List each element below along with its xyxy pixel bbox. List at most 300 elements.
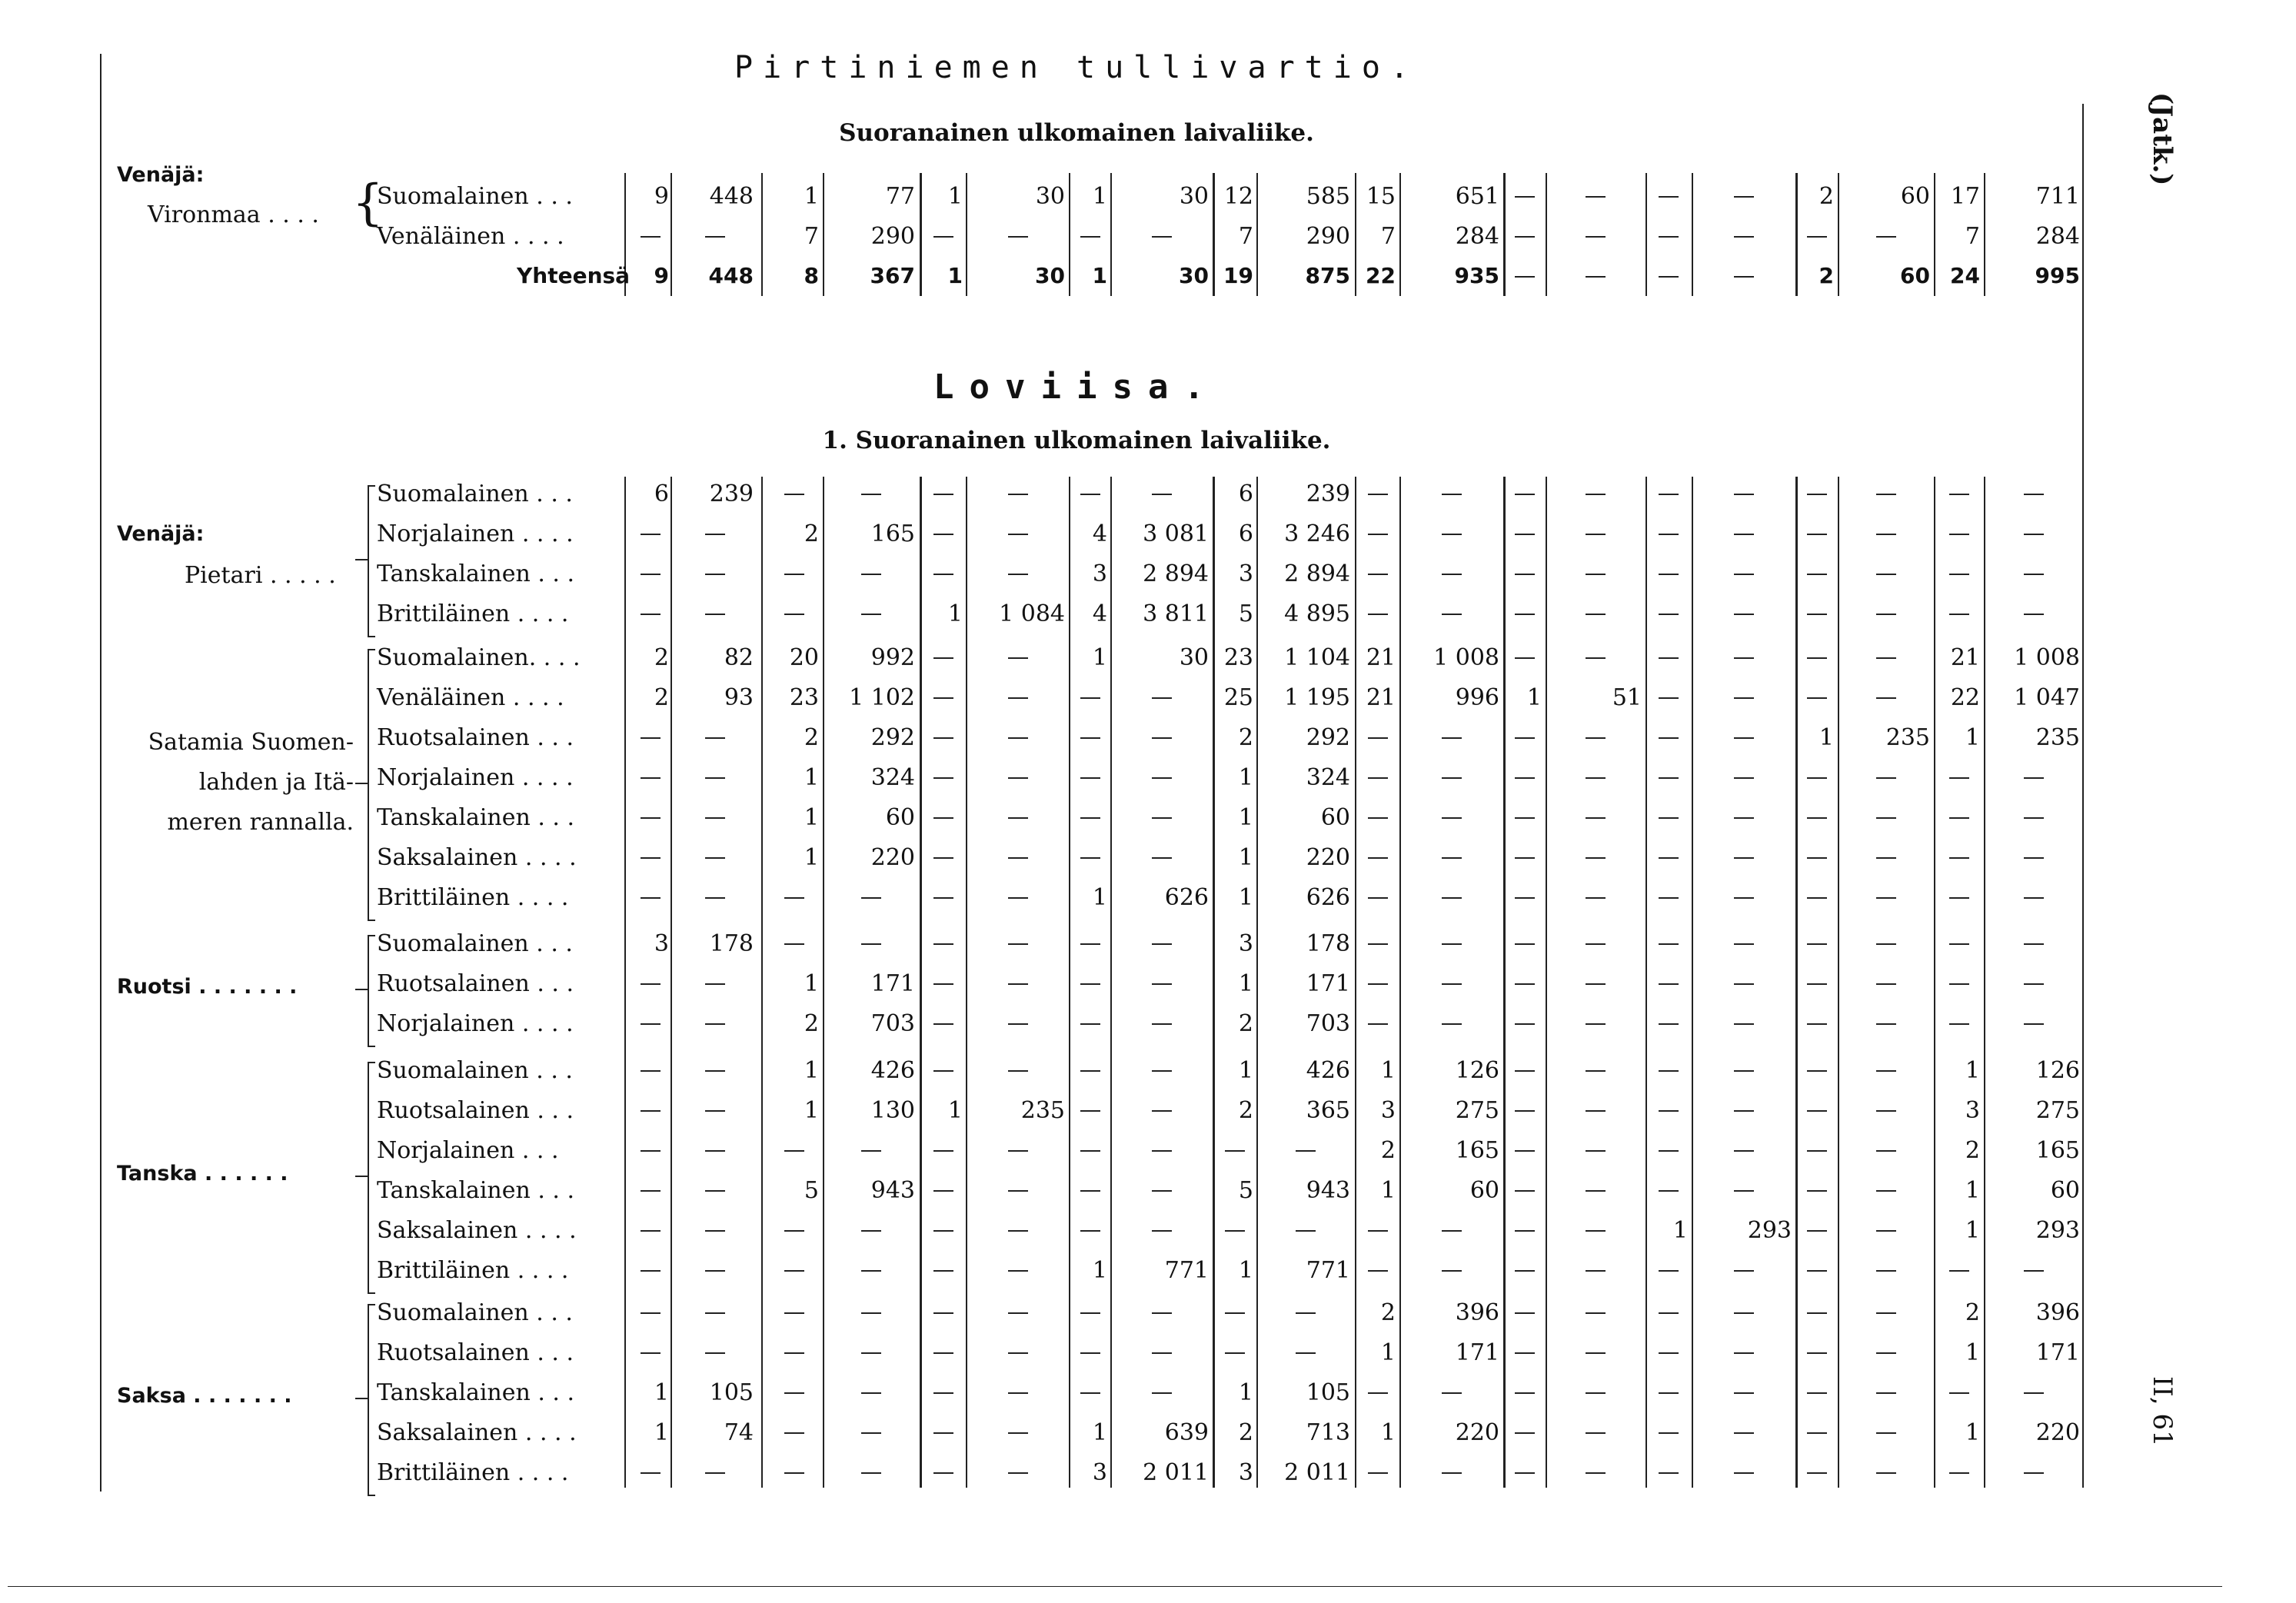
- dash-mark: [641, 534, 661, 535]
- dash-mark: [1368, 1230, 1388, 1232]
- dash-mark: [641, 1312, 661, 1314]
- dash-mark: [1152, 1023, 1172, 1025]
- table-cell: 1: [804, 183, 819, 210]
- dash-mark: [1008, 1472, 1028, 1474]
- ship-nationality: Norjalainen . . .: [377, 1137, 559, 1164]
- dash-mark: [641, 897, 661, 899]
- dash-mark: [1659, 697, 1679, 699]
- brace-glyph: {: [352, 175, 384, 231]
- dash-mark: [1442, 614, 1462, 615]
- ship-nationality: Suomalainen . . .: [377, 930, 573, 957]
- dash-mark: [1876, 697, 1896, 699]
- dash-mark: [1734, 1432, 1754, 1434]
- dash-mark: [1807, 1392, 1827, 1394]
- dash-mark: [1515, 657, 1535, 659]
- table-cell: 74: [724, 1419, 754, 1446]
- dash-mark: [933, 777, 953, 779]
- dash-mark: [1586, 1472, 1606, 1474]
- table-cell: 23: [1223, 644, 1253, 671]
- table-cell: 3: [1092, 560, 1107, 587]
- table-cell: 60: [1900, 263, 1930, 288]
- dash-mark: [1515, 897, 1535, 899]
- table-cell: 105: [709, 1379, 754, 1406]
- dash-mark: [1008, 737, 1028, 739]
- dash-mark: [1152, 983, 1172, 985]
- dash-mark: [1876, 897, 1896, 899]
- table-cell: 239: [709, 481, 754, 507]
- dash-mark: [1515, 983, 1535, 985]
- dash-mark: [1807, 574, 1827, 575]
- table-cell: 9: [654, 183, 669, 210]
- dash-mark: [2024, 817, 2044, 819]
- table-cell: 275: [2035, 1097, 2080, 1124]
- table-cell: 3: [1238, 560, 1253, 587]
- brace-tip: [355, 989, 368, 990]
- dash-mark: [705, 236, 725, 238]
- dash-mark: [1296, 1312, 1316, 1314]
- dash-mark: [641, 1023, 661, 1025]
- dash-mark: [1949, 943, 1969, 945]
- column-divider-16: [1692, 477, 1693, 1488]
- table-cell: 1: [1380, 1057, 1396, 1084]
- column-divider-17: [1795, 477, 1798, 1488]
- dash-mark: [1008, 1352, 1028, 1354]
- dash-mark: [861, 1150, 881, 1152]
- table-cell: 293: [2035, 1217, 2080, 1244]
- dash-mark: [1080, 1392, 1100, 1394]
- dash-mark: [1807, 983, 1827, 985]
- dash-mark: [1152, 1070, 1172, 1072]
- dash-mark: [1368, 983, 1388, 985]
- dash-mark: [1152, 737, 1172, 739]
- table-cell: 293: [1747, 1217, 1792, 1244]
- table-cell: 1: [947, 1097, 963, 1124]
- dash-mark: [1734, 534, 1754, 535]
- dash-mark: [1807, 697, 1827, 699]
- dash-mark: [933, 1472, 953, 1474]
- dash-mark: [933, 1270, 953, 1272]
- dash-mark: [1876, 777, 1896, 779]
- dash-mark: [1586, 236, 1606, 238]
- dash-mark: [1515, 1023, 1535, 1025]
- dash-mark: [1515, 857, 1535, 859]
- dash-mark: [1586, 1352, 1606, 1354]
- column-divider-7: [1069, 477, 1070, 1488]
- table-cell: 1 102: [849, 684, 915, 711]
- dash-mark: [784, 1432, 804, 1434]
- dash-mark: [1586, 1270, 1606, 1272]
- table-cell: 875: [1305, 263, 1350, 288]
- country-label: Saksa . . . . . . .: [117, 1384, 292, 1408]
- dash-mark: [641, 1472, 661, 1474]
- table-cell: 639: [1164, 1419, 1209, 1446]
- dash-mark: [2024, 1270, 2044, 1272]
- dash-mark: [1515, 1110, 1535, 1112]
- table-cell: 1: [1238, 844, 1253, 871]
- dash-mark: [1586, 1070, 1606, 1072]
- table-cell: 4 895: [1284, 600, 1350, 627]
- dash-mark: [933, 494, 953, 495]
- dash-mark: [1008, 983, 1028, 985]
- dash-mark: [1586, 897, 1606, 899]
- dash-mark: [1008, 1190, 1028, 1192]
- table-cell: 220: [1455, 1419, 1499, 1446]
- dash-mark: [933, 1190, 953, 1192]
- dash-mark: [1659, 1392, 1679, 1394]
- dash-mark: [1008, 657, 1028, 659]
- dash-mark: [933, 534, 953, 535]
- dash-mark: [1876, 817, 1896, 819]
- dash-mark: [933, 574, 953, 575]
- table-cell: 3: [1965, 1097, 1980, 1124]
- dash-mark: [1368, 1472, 1388, 1474]
- table-cell: 943: [870, 1177, 915, 1204]
- dash-mark: [1442, 1023, 1462, 1025]
- table-cell: 992: [870, 644, 915, 671]
- dash-mark: [1949, 817, 1969, 819]
- table-cell: 2: [804, 724, 819, 751]
- column-divider-1: [624, 477, 626, 1488]
- table-cell: 3: [1238, 1459, 1253, 1486]
- dash-mark: [641, 1110, 661, 1112]
- dash-mark: [1807, 534, 1827, 535]
- dash-mark: [641, 1352, 661, 1354]
- dash-mark: [1876, 857, 1896, 859]
- table-cell: 2: [1238, 1097, 1253, 1124]
- table-cell: 626: [1306, 884, 1350, 911]
- dash-mark: [784, 943, 804, 945]
- dash-mark: [933, 1023, 953, 1025]
- dash-mark: [1586, 196, 1606, 198]
- dash-mark: [1949, 897, 1969, 899]
- ship-nationality: Suomalainen. . . .: [377, 644, 581, 671]
- dash-mark: [1515, 574, 1535, 575]
- dash-mark: [2024, 1023, 2044, 1025]
- column-divider-20: [1984, 477, 1985, 1488]
- dash-mark: [1368, 534, 1388, 535]
- dash-mark: [1008, 777, 1028, 779]
- dash-mark: [1659, 196, 1679, 198]
- ship-nationality: Ruotsalainen . . .: [377, 970, 574, 997]
- column-divider-13: [1503, 477, 1506, 1488]
- dash-mark: [933, 943, 953, 945]
- dash-mark: [1949, 1023, 1969, 1025]
- dash-mark: [1080, 1190, 1100, 1192]
- dash-mark: [1734, 737, 1754, 739]
- dash-mark: [641, 737, 661, 739]
- table-cell: 1: [654, 1419, 669, 1446]
- dash-mark: [1659, 657, 1679, 659]
- table-cell: 30: [1179, 183, 1209, 210]
- dash-mark: [705, 817, 725, 819]
- dash-mark: [1734, 657, 1754, 659]
- dash-mark: [1008, 1150, 1028, 1152]
- column-divider-5: [920, 477, 922, 1488]
- dash-mark: [1515, 614, 1535, 615]
- dash-mark: [1368, 817, 1388, 819]
- brace-tip: [355, 783, 368, 784]
- section-title: Loviisa.: [933, 367, 1220, 407]
- ship-nationality: Brittiläinen . . . .: [377, 1257, 569, 1284]
- dash-mark: [1807, 897, 1827, 899]
- dash-mark: [933, 817, 953, 819]
- table-cell: 60: [1320, 804, 1350, 831]
- dash-mark: [1515, 236, 1535, 238]
- table-cell: 15: [1366, 183, 1396, 210]
- dash-mark: [1152, 1110, 1172, 1112]
- ship-nationality: Brittiläinen . . . .: [377, 600, 569, 627]
- dash-mark: [1296, 1150, 1316, 1152]
- dash-mark: [1152, 494, 1172, 495]
- dash-mark: [1807, 236, 1827, 238]
- dash-mark: [1515, 737, 1535, 739]
- dash-mark: [1515, 1472, 1535, 1474]
- table-cell: 1: [1092, 1419, 1107, 1446]
- table-cell: 1: [804, 764, 819, 791]
- dash-mark: [1080, 1352, 1100, 1354]
- dash-mark: [1807, 1230, 1827, 1232]
- region-label: lahden ja Itä-: [198, 769, 354, 796]
- brace-top: [368, 649, 375, 650]
- table-cell: 1: [804, 1057, 819, 1084]
- section-subtitle: 1. Suoranainen ulkomainen laivaliike.: [822, 427, 1331, 454]
- dash-mark: [1876, 1070, 1896, 1072]
- table-cell: 1: [804, 970, 819, 997]
- dash-mark: [2024, 614, 2044, 615]
- dash-mark: [641, 1150, 661, 1152]
- table-cell: 448: [709, 183, 754, 210]
- dash-mark: [705, 777, 725, 779]
- dash-mark: [2024, 777, 2044, 779]
- table-cell: 771: [1164, 1257, 1209, 1284]
- dash-mark: [1080, 697, 1100, 699]
- dash-mark: [1876, 574, 1896, 575]
- dash-mark: [1734, 1352, 1754, 1354]
- dash-mark: [784, 1270, 804, 1272]
- table-cell: 3: [654, 930, 669, 957]
- dash-mark: [1876, 943, 1896, 945]
- table-cell: 367: [870, 263, 915, 288]
- table-cell: 2: [1818, 263, 1834, 288]
- dash-mark: [861, 1432, 881, 1434]
- dash-mark: [1515, 276, 1535, 278]
- dash-mark: [1659, 777, 1679, 779]
- brace-top: [368, 485, 375, 487]
- dash-mark: [1586, 1312, 1606, 1314]
- dash-mark: [1586, 1023, 1606, 1025]
- dash-mark: [1807, 777, 1827, 779]
- dash-mark: [1080, 1070, 1100, 1072]
- dash-mark: [1807, 657, 1827, 659]
- dash-mark: [1442, 817, 1462, 819]
- dash-mark: [1949, 777, 1969, 779]
- dash-mark: [641, 614, 661, 615]
- dash-mark: [933, 897, 953, 899]
- table-cell: 1: [1238, 1057, 1253, 1084]
- dash-mark: [933, 1312, 953, 1314]
- dash-mark: [1659, 897, 1679, 899]
- brace-line: [368, 649, 369, 920]
- dash-mark: [1515, 1070, 1535, 1072]
- table-cell: 3 246: [1284, 520, 1350, 547]
- table-cell: 771: [1306, 1257, 1350, 1284]
- dash-mark: [1080, 857, 1100, 859]
- dash-mark: [1807, 1312, 1827, 1314]
- table-cell: 25: [1223, 684, 1253, 711]
- table-cell: 235: [2035, 724, 2080, 751]
- dash-mark: [861, 1270, 881, 1272]
- dash-mark: [1734, 1392, 1754, 1394]
- dash-mark: [1008, 534, 1028, 535]
- dash-mark: [1152, 1190, 1172, 1192]
- dash-mark: [641, 983, 661, 985]
- table-cell: 703: [1306, 1010, 1350, 1037]
- table-cell: 178: [1306, 930, 1350, 957]
- table-cell: 220: [1306, 844, 1350, 871]
- table-cell: 1: [1965, 1217, 1980, 1244]
- dash-mark: [1949, 494, 1969, 495]
- dash-mark: [1734, 817, 1754, 819]
- region-label: Pietari . . . . .: [185, 562, 336, 589]
- table-cell: 165: [870, 520, 915, 547]
- dash-mark: [861, 494, 881, 495]
- table-cell: 3 811: [1143, 600, 1209, 627]
- table-cell: 24: [1950, 263, 1980, 288]
- brace-top: [368, 935, 375, 936]
- dash-mark: [2024, 857, 2044, 859]
- table-cell: 365: [1306, 1097, 1350, 1124]
- section-subtitle: Suoranainen ulkomainen laivaliike.: [839, 119, 1314, 147]
- dash-mark: [1225, 1230, 1245, 1232]
- dash-mark: [1949, 534, 1969, 535]
- dash-mark: [1949, 1270, 1969, 1272]
- dash-mark: [1659, 1270, 1679, 1272]
- table-cell: 3: [1238, 930, 1253, 957]
- table-cell: 30: [1179, 263, 1209, 288]
- dash-mark: [1442, 897, 1462, 899]
- table-cell: 4: [1092, 600, 1107, 627]
- table-cell: 60: [2050, 1177, 2080, 1204]
- table-cell: 2: [654, 684, 669, 711]
- table-cell: 1: [1092, 1257, 1107, 1284]
- dash-mark: [1152, 1230, 1172, 1232]
- dash-mark: [641, 1070, 661, 1072]
- table-cell: 1: [947, 183, 963, 210]
- dash-mark: [1368, 1392, 1388, 1394]
- country-label: Venäjä:: [117, 163, 205, 187]
- dash-mark: [2024, 983, 2044, 985]
- dash-mark: [1080, 737, 1100, 739]
- dash-mark: [1515, 1432, 1535, 1434]
- dash-mark: [861, 943, 881, 945]
- dash-mark: [1008, 817, 1028, 819]
- dash-mark: [1515, 1230, 1535, 1232]
- dash-mark: [861, 1392, 881, 1394]
- column-divider-15: [1645, 173, 1647, 296]
- brace-bottom: [368, 1495, 375, 1496]
- table-cell: 6: [1238, 481, 1253, 507]
- table-cell: 290: [1306, 223, 1350, 250]
- dash-mark: [1734, 1270, 1754, 1272]
- dash-mark: [1876, 1392, 1896, 1394]
- table-cell: 1: [1818, 724, 1834, 751]
- dash-mark: [1734, 983, 1754, 985]
- dash-mark: [1876, 657, 1896, 659]
- ship-nationality: Ruotsalainen . . .: [377, 1097, 574, 1124]
- dash-mark: [1586, 1190, 1606, 1192]
- table-cell: 126: [1455, 1057, 1499, 1084]
- dash-mark: [1442, 1230, 1462, 1232]
- dash-mark: [705, 983, 725, 985]
- table-cell: 220: [870, 844, 915, 871]
- page-number: II, 61: [2147, 1376, 2178, 1447]
- dash-mark: [861, 1472, 881, 1474]
- dash-mark: [1442, 777, 1462, 779]
- ship-nationality: Brittiläinen . . . .: [377, 884, 569, 911]
- table-cell: 7: [1238, 223, 1253, 250]
- table-cell: 171: [2035, 1339, 2080, 1366]
- brace-tip: [355, 559, 368, 560]
- table-cell: 1: [947, 263, 963, 288]
- dash-mark: [1586, 1150, 1606, 1152]
- dash-mark: [1080, 983, 1100, 985]
- dash-mark: [1080, 1150, 1100, 1152]
- brace-line: [368, 485, 369, 636]
- table-cell: 1: [804, 804, 819, 831]
- dash-mark: [1876, 614, 1896, 615]
- table-cell: 178: [709, 930, 754, 957]
- country-label: Tanska . . . . . .: [117, 1162, 288, 1186]
- section-title: Pirtiniemen tullivartio.: [734, 50, 1419, 85]
- table-cell: 1: [1965, 724, 1980, 751]
- total-label: Yhteensä: [517, 263, 631, 288]
- table-cell: 448: [708, 263, 754, 288]
- dash-mark: [1807, 1352, 1827, 1354]
- dash-mark: [2024, 897, 2044, 899]
- dash-mark: [1225, 1352, 1245, 1354]
- dash-mark: [1734, 857, 1754, 859]
- dash-mark: [933, 983, 953, 985]
- brace-tip: [355, 1176, 368, 1177]
- brace-line: [368, 935, 369, 1046]
- dash-mark: [1515, 1312, 1535, 1314]
- ship-nationality: Tanskalainen . . .: [377, 1379, 575, 1406]
- ship-nationality: Tanskalainen . . .: [377, 560, 575, 587]
- dash-mark: [784, 1230, 804, 1232]
- dash-mark: [861, 897, 881, 899]
- brace-bottom: [368, 1292, 375, 1294]
- table-cell: 1: [1672, 1217, 1688, 1244]
- dash-mark: [1368, 943, 1388, 945]
- table-cell: 60: [1900, 183, 1930, 210]
- table-cell: 105: [1306, 1379, 1350, 1406]
- dash-mark: [933, 1070, 953, 1072]
- table-cell: 9: [654, 263, 669, 288]
- dash-mark: [705, 1190, 725, 1192]
- dash-mark: [1807, 494, 1827, 495]
- table-cell: 1: [1965, 1177, 1980, 1204]
- dash-mark: [1586, 276, 1606, 278]
- dash-mark: [933, 1150, 953, 1152]
- dash-mark: [1734, 777, 1754, 779]
- ship-nationality: Ruotsalainen . . .: [377, 1339, 574, 1366]
- column-divider-18: [1838, 477, 1839, 1488]
- dash-mark: [1586, 1110, 1606, 1112]
- dash-mark: [933, 1230, 953, 1232]
- dash-mark: [705, 1150, 725, 1152]
- dash-mark: [1876, 1230, 1896, 1232]
- dash-mark: [705, 737, 725, 739]
